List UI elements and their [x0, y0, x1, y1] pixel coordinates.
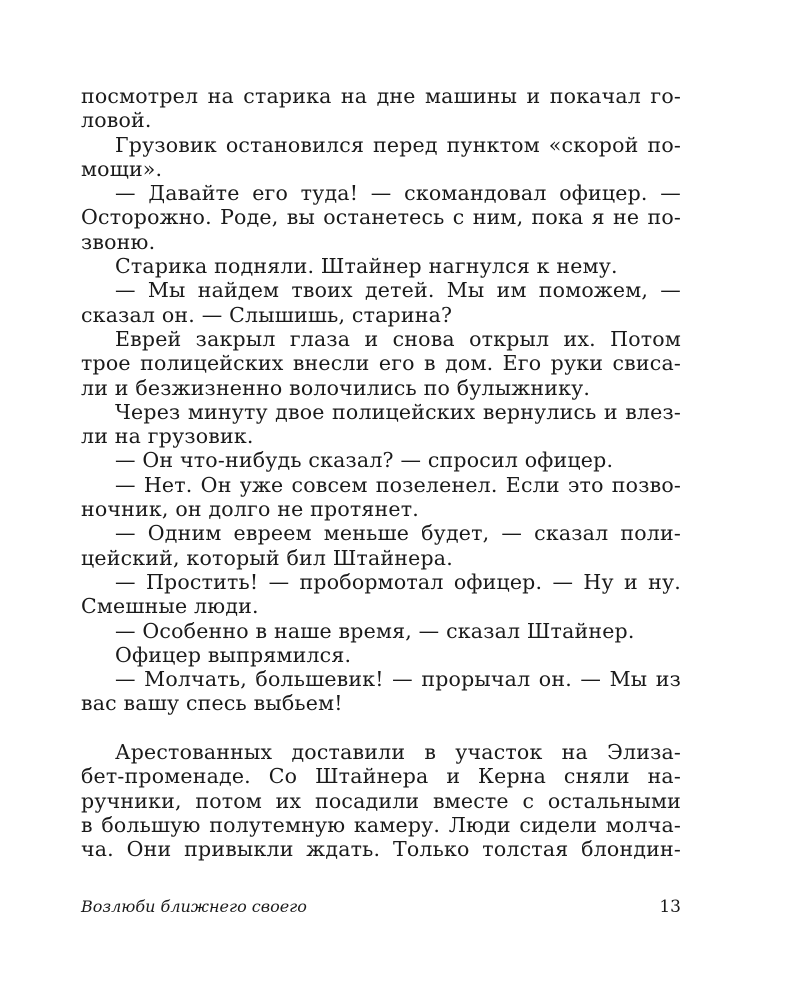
text-line: бет-променаде. Со Штайнера и Керна сняли на-	[81, 764, 681, 789]
text-line: ча. Они привыкли ждать. Только толстая блондин-	[81, 837, 681, 862]
text-line: — Особенно в наше время, — сказал Штайнер.	[115, 618, 635, 643]
text-line: ручники, потом их посадили вместе с остальными	[81, 788, 681, 813]
text-line: — Нет. Он уже совсем позеленел. Если это позво-	[115, 472, 681, 497]
text-line: Старика подняли. Штайнер нагнулся к нему.	[115, 254, 618, 279]
text-line: в большую полутемную камеру. Люди сидели молча-	[81, 812, 681, 837]
text-line: посмотрел на старика на дне машины и покачал го-	[81, 84, 681, 108]
text-line: Арестованных доставили в участок на Элиза-	[115, 740, 681, 765]
text-line: ли на грузовик.	[81, 424, 254, 449]
text-line: ловой.	[81, 108, 152, 133]
text-line: — Мы найдем твоих детей. Мы им поможем, —	[115, 278, 681, 303]
text-line: Осторожно. Роде, вы останетесь с ним, пока я не по-	[81, 205, 681, 230]
text-line: вас вашу спесь выбьем!	[81, 691, 343, 716]
text-line: Еврей закрыл глаза и снова открыл их. Потом	[115, 326, 681, 351]
text-line: звоню.	[81, 229, 156, 254]
text-line: ночник, он долго не протянет.	[81, 497, 420, 522]
text-line: Смешные люди.	[81, 594, 259, 619]
text-line: Грузовик остановился перед пунктом «скорой по-	[115, 132, 681, 157]
text-line: — Он что-нибудь сказал? — спросил офицер.	[115, 448, 614, 473]
text-line: — Молчать, большевик! — прорычал он. — Мы из	[115, 667, 681, 692]
page-body-text	[81, 84, 681, 862]
text-line: сказал он. — Слышишь, старина?	[81, 302, 453, 327]
text-line: мощи».	[81, 156, 163, 181]
text-line: — Давайте его туда! — скомандовал офицер. —	[115, 181, 681, 206]
text-line: цейский, который бил Штайнера.	[81, 545, 453, 570]
text-line: трое полицейских внесли его в дом. Его руки свиса-	[81, 351, 681, 376]
text-line: ли и безжизненно волочились по булыжнику.	[81, 375, 591, 400]
text-line: — Одним евреем меньше будет, — сказал поли-	[115, 521, 681, 546]
page-number: 13	[659, 897, 681, 917]
text-line: Офицер выпрямился.	[115, 642, 352, 667]
text-line: Через минуту двое полицейских вернулись и влез-	[115, 399, 681, 424]
text-line: — Простить! — пробормотал офицер. — Ну и ну.	[115, 569, 681, 594]
running-title: Возлюби ближнего своего	[81, 897, 307, 916]
